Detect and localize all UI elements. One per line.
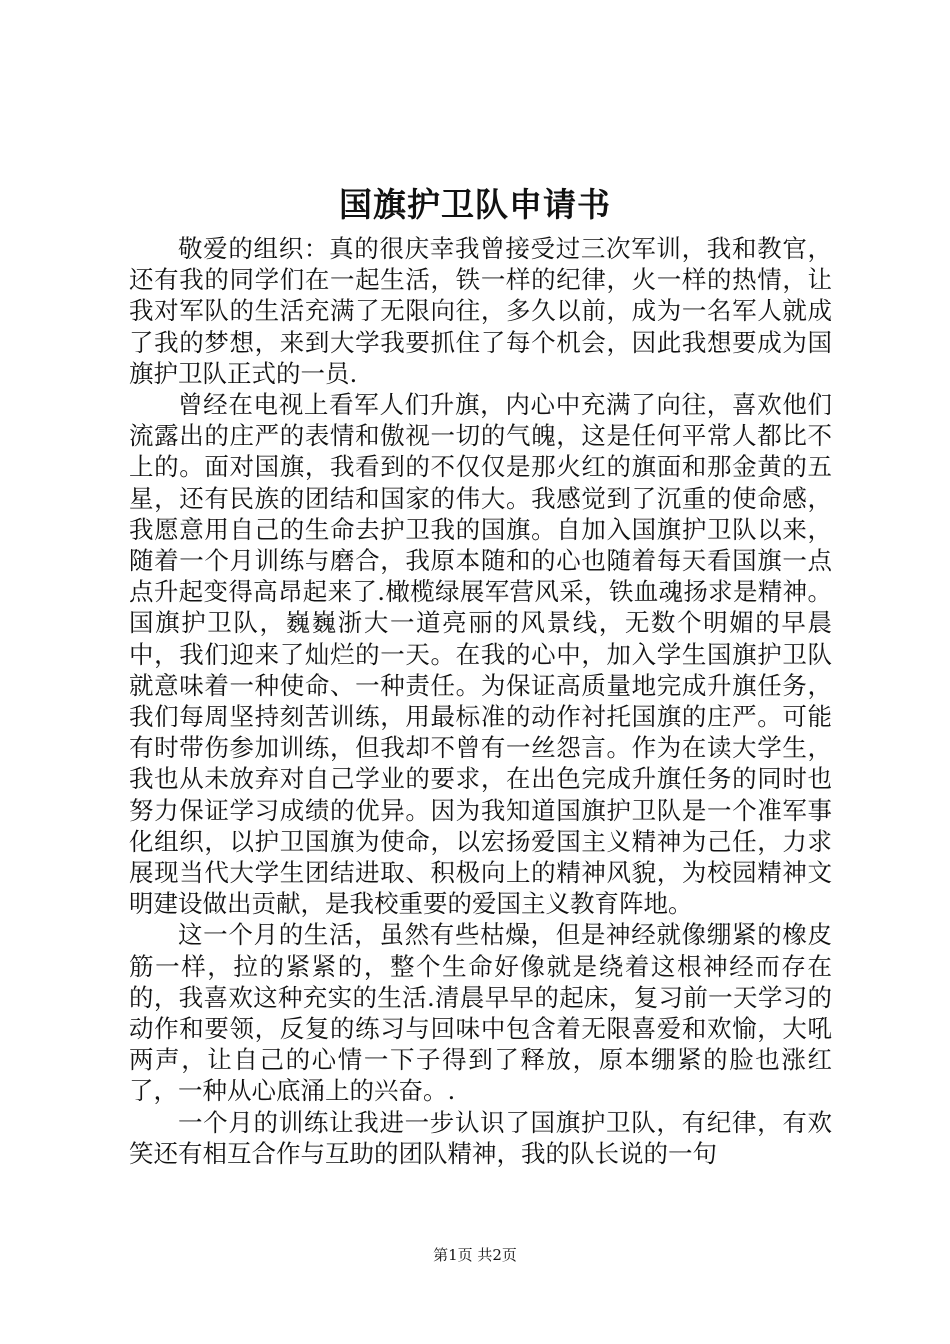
document-title: 国旗护卫队申请书: [339, 185, 611, 224]
paragraph-4: 一个月的训练让我进一步认识了国旗护卫队，有纪律，有欢笑还有相互合作与互助的团队精神，我的队长说的一句: [129, 1107, 832, 1168]
page-indicator: 第1页 共2页: [433, 1246, 517, 1264]
paragraph-1: 敬爱的组织：真的很庆幸我曾接受过三次军训，我和教官，还有我的同学们在一起生活，铁一样的纪律，火一样的热情，让我对军队的生活充满了无限向往，多久以前，成为一名军人就成了我的梦想，来到大学我要抓住了每个机会，因此我想要成为国旗护卫队正式的一员.: [129, 234, 832, 388]
document-body: [129, 233, 832, 1169]
paragraph-3: 这一个月的生活，虽然有些枯燥，但是神经就像绷紧的橡皮筋一样，拉的紧紧的，整个生命好像就是绕着这根神经而存在的，我喜欢这种充实的生活.清晨早早的起床，复习前一天学习的动作和要领，反复的练习与回味中包含着无限喜爱和欢愉，大吼两声，让自己的心情一下子得到了释放，原本绷紧的脸也涨红了，一种从心底涌上的兴奋。.: [129, 920, 832, 1106]
paragraph-2: 曾经在电视上看军人们升旗，内心中充满了向往，喜欢他们流露出的庄严的表情和傲视一切的气魄，这是任何平常人都比不上的。面对国旗，我看到的不仅仅是那火红的旗面和那金黄的五星，还有民族的团结和国家的伟大。我感觉到了沉重的使命感，我愿意用自己的生命去护卫我的国旗。自加入国旗护卫队以来，随着一个月训练与磨合，我原本随和的心也随着每天看国旗一点点升起变得高昂起来了.橄榄绿展军营风采，铁血魂扬求是精神。国旗护卫队，巍巍浙大一道亮丽的风景线，无数个明媚的早晨中，我们迎来了灿烂的一天。在我的心中，加入学生国旗护卫队就意味着一种使命、一种责任。为保证高质量地完成升旗任务，我们每周坚持刻苦训练，用最标准的动作衬托国旗的庄严。可能有时带伤参加训练，但我却不曾有一丝怨言。作为在读大学生，我也从未放弃对自己学业的要求，在出色完成升旗任务的同时也努力保证学习成绩的优异。因为我知道国旗护卫队是一个准军事化组织，以护卫国旗为使命，以宏扬爱国主义精神为己任，力求展现当代大学生团结进取、积极向上的精神风貌，为校园精神文明建设做出贡献，是我校重要的爱国主义教育阵地。: [129, 390, 832, 919]
